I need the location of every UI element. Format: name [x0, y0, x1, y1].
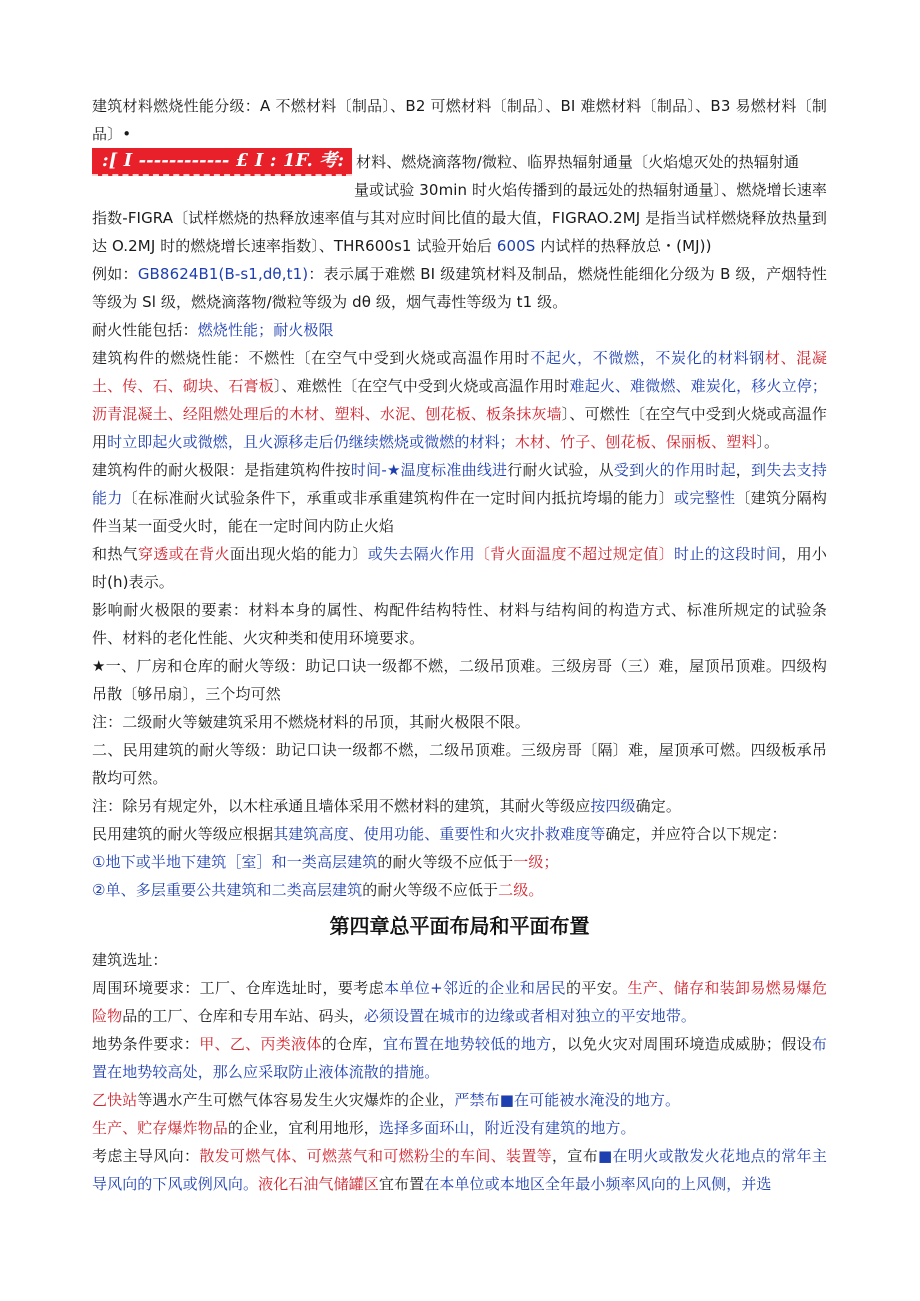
text: 宜布置	[378, 1175, 425, 1193]
highlight-blue: 布置在地势较高处，那么应采取防止液体流散的措施。	[92, 1035, 827, 1081]
text: 等遇水产生可燃气体容易发生火灾爆炸的企业，	[137, 1091, 455, 1109]
highlight-blue: 受到火的作用时起	[613, 461, 736, 479]
text: 的平安。	[566, 979, 628, 997]
highlight-blue: 或完整性	[674, 489, 736, 507]
paragraph-factory-grade	[92, 652, 827, 708]
text: 品的工厂、仓库和专用车站、码头，	[122, 1007, 364, 1025]
text: 民用建筑的耐火等级应根据	[92, 825, 274, 843]
paragraph-civil-rule	[92, 820, 827, 848]
highlight-red: 材、混凝土、传、石、砌块、石膏板	[92, 349, 827, 395]
text: 注：除另有规定外，以木柱承通且墙体采用不燃材料的建筑，其耐火等级应	[92, 797, 591, 815]
red-stamp-overlay: :[ I ------------ £ I : 1F. 考:	[92, 148, 352, 176]
text: 〔建筑分隔构件当某一面受火时，能在一定时间内防止火焰	[92, 489, 828, 535]
text: ，	[735, 461, 751, 479]
paragraph-material-grading	[92, 92, 827, 148]
paragraph-site-selection	[92, 946, 827, 974]
text: 例如：	[92, 265, 138, 283]
document-body	[92, 92, 827, 1198]
paragraph-water-reactive	[92, 1086, 827, 1114]
paragraph-terrain	[92, 1030, 827, 1086]
paragraph-grading-indicators-cont	[92, 176, 827, 260]
text: 和热气	[92, 545, 138, 563]
text: 周围环境要求：工厂、仓库选址时，要考虑	[92, 979, 384, 997]
text: 面出现火焰的能力〕	[229, 545, 368, 563]
text: 影响耐火极限的要素：材料本身的属性、构配件结构特性、材料与结构间的构造方式、标准所规定的试验条件、材料的老化性能、火灾种类和使用环境要求。	[92, 601, 827, 647]
text: 材料、燃烧滴落物/微粒、临界热辐射通量〔火焰熄灭处的热辐射通	[356, 153, 800, 171]
text: ★一、厂房和仓库的耐火等级：助记口诀一级都不燃，二级吊顶难。三级房哥（三）难，屋顶吊顶难。四级构吊散〔够吊扇〕，三个均可然	[92, 657, 827, 703]
highlight-blue: 时间-★温度标准曲线进	[350, 461, 508, 479]
text: 量或试验 30min 时火焰传播到的最远处的热辐射通量〕、燃烧增长速率指数-FIGRA〔试样燃烧的热释放速率值与其对应时间比值的最大值，FIGRAO.2MJ 是指当试样燃烧释放热量到达 O.2MJ 时的燃烧增长速率指数〕、THR600s1 试验开始后	[92, 181, 827, 255]
highlight-blue: 难起火、难微燃、难炭化，移火立停；	[569, 377, 827, 395]
paragraph-wind-direction	[92, 1142, 827, 1198]
highlight-red: 生产、储存和装卸易燃易爆危险物	[92, 979, 828, 1025]
text: 内试样的热释放总・(MJ))	[535, 237, 712, 255]
highlight-blue: 严禁布■在可能被水淹没的地方。	[454, 1091, 681, 1109]
paragraph-influencing-factors	[92, 596, 827, 652]
paragraph-rule-1	[92, 848, 827, 876]
text: 确定，并应符合以下规定：	[605, 825, 787, 843]
paragraph-civil-grade	[92, 736, 827, 792]
highlight-red: 乙快站	[92, 1091, 138, 1109]
highlight-blue: 必须设置在城市的边缘或者相对独立的平安地带。	[363, 1007, 697, 1025]
paragraph-note-2	[92, 792, 827, 820]
highlight-red: 木材、竹子、刨花板、保丽板、塑料	[514, 433, 757, 451]
highlight-blue: 本单位+邻近的企业和居民	[384, 979, 566, 997]
text: 考虑主导风向：	[92, 1147, 200, 1165]
text: 〕。	[756, 433, 780, 451]
paragraph-example	[92, 260, 827, 316]
highlight-blue: 时止的这段时间	[674, 545, 782, 563]
text: 二、民用建筑的耐火等级：助记口诀一级都不燃，二级吊顶难。三级房哥〔隔〕难，屋顶承可燃。四级板承吊散均可然。	[92, 741, 827, 787]
text: 的耐火等级不应低于	[377, 853, 514, 871]
highlight-blue: 600S	[496, 237, 536, 255]
highlight-blue: 宜布置在地势较低的地方	[383, 1035, 552, 1053]
text: 的仓库，	[321, 1035, 384, 1053]
paragraph-fire-resistance-limit	[92, 456, 827, 540]
highlight-blue: 不起火，不微燃，不炭化的材料钢	[530, 349, 765, 367]
text: 耐火性能包括：	[92, 321, 198, 339]
highlight-red: 〔背火面温度不超过规定值〕	[474, 545, 675, 563]
paragraph-explosives	[92, 1114, 827, 1142]
highlight-blue: ■在明火或散发火花地点的常年主导风向的下风或例风向。	[92, 1147, 827, 1193]
paragraph-note-1	[92, 708, 827, 736]
paragraph-grading-indicators	[92, 148, 827, 176]
paragraph-environment	[92, 974, 827, 1030]
text: 建筑材料燃烧性能分级：A 不燃材料〔制品〕、B2 可燃材料〔制品〕、BI 难燃材料〔制品〕、B3 易燃材料〔制品〕•	[92, 97, 827, 143]
text: 地势条件要求：	[92, 1035, 200, 1053]
highlight-blue: GB8624B1(B-s1,dθ,t1)	[137, 265, 309, 283]
paragraph-rule-2	[92, 876, 827, 904]
text: 〕、可燃性〔在空气中受到火烧或高温作用	[92, 405, 827, 451]
text: ，宣布	[552, 1147, 599, 1165]
highlight-blue: 其建筑高度、使用功能、重要性和火灾扑救难度等	[273, 825, 606, 843]
text: 的企业，宜利用地形，	[227, 1119, 379, 1137]
text: 行耐火试验，从	[507, 461, 614, 479]
highlight-blue: 到失去支持能力	[92, 461, 828, 507]
paragraph-fire-performance	[92, 316, 827, 344]
highlight-red: 甲、乙、丙类液体	[199, 1035, 322, 1053]
paragraph-component-combustibility	[92, 344, 827, 456]
highlight-red: 液化石油气储罐区	[258, 1175, 379, 1193]
highlight-red: 一级；	[513, 853, 559, 871]
text: ：表示属于难燃 BI 级建筑材料及制品，燃烧性能细化分级为 B 级，产烟特性等级为 Sl 级，燃烧滴落物/微粒等级为 dθ 级，烟气毒性等级为 t1 级。	[92, 265, 827, 311]
text: 〕、难燃性〔在空气中受到火烧或高温作用时	[273, 377, 570, 395]
highlight-blue: ②单、多层重要公共建筑和二类高层建筑	[92, 881, 363, 899]
highlight-blue: 在本单位或本地区全年最小频率风向的上风侧，并选	[424, 1175, 772, 1193]
text: 〔在标准耐火试验条件下，承重或非承重建筑构件在一定时间内抵抗垮塌的能力〕	[122, 489, 675, 507]
text: ，用小时(h)表示。	[92, 545, 827, 591]
text: 注：二级耐火等皴建筑采用不燃烧材料的吊顶，其耐火极限不限。	[92, 713, 530, 731]
text: 确定。	[635, 797, 681, 815]
chapter-heading: 第四章总平面布局和平面布置	[329, 914, 590, 938]
highlight-blue: 燃烧性能；耐火极限	[197, 321, 334, 339]
highlight-red: 生产、贮存爆炸物品	[92, 1119, 228, 1137]
highlight-blue: 时立即起火或微燃，且火源移走后仍继续燃烧或微燃的材料；	[107, 433, 515, 451]
text: 建筑选址：	[92, 951, 168, 969]
highlight-blue: 或失去隔火作用	[367, 545, 475, 563]
text: ，以免火灾对周围环境造成威胁；假设	[551, 1035, 812, 1053]
text: 建筑构件的燃烧性能：不燃性〔在空气中受到火烧或高温作用时	[92, 349, 531, 367]
paragraph-fire-resistance-limit-cont	[92, 540, 827, 596]
text: 建筑构件的耐火极限：是指建筑构件按	[92, 461, 351, 479]
highlight-blue: 选择多面环山，附近没有建筑的地方。	[378, 1119, 636, 1137]
text: 的耐火等级不应低于	[362, 881, 499, 899]
highlight-red: 沥青混凝土、经阻燃处理后的木材、塑料、水泥、刨花板、板条抹灰墙	[92, 405, 562, 423]
highlight-blue: 按四级	[590, 797, 636, 815]
highlight-blue: ①地下或半地下建筑［室］和一类高层建筑	[92, 853, 378, 871]
highlight-red: 二级。	[498, 881, 544, 899]
highlight-red: 穿透或在背火	[137, 545, 230, 563]
highlight-red: 散发可燃气体、可燃蒸气和可燃粉尘的车间、装置等	[199, 1147, 553, 1165]
